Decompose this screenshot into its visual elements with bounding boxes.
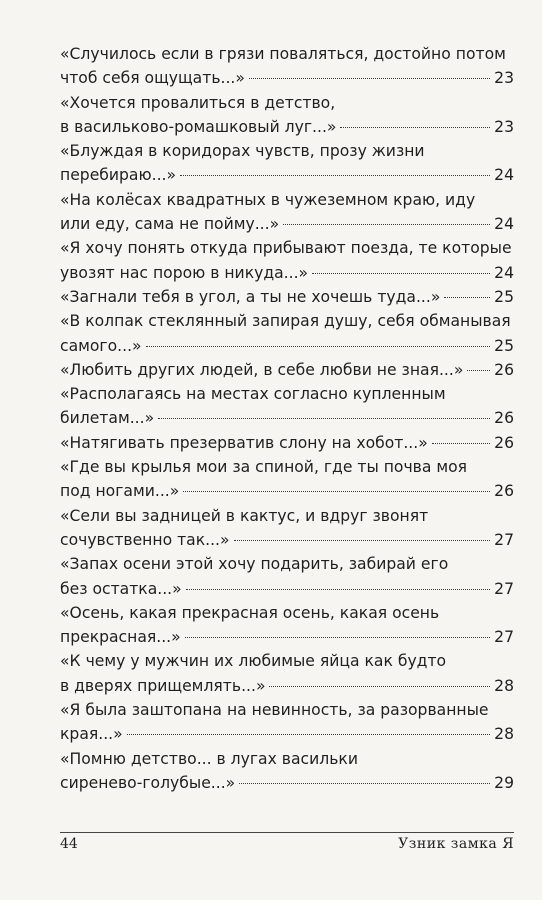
toc-entry xyxy=(60,431,514,455)
toc-page-number: 28 xyxy=(494,725,514,744)
toc-page-number: 25 xyxy=(494,336,514,355)
leader-dots xyxy=(239,783,490,784)
toc-page-number: 25 xyxy=(494,287,514,306)
toc-page-number: 27 xyxy=(494,628,514,647)
leader-dots xyxy=(146,346,490,347)
toc-entry-text: без остатка...» xyxy=(60,579,182,598)
leader-dots xyxy=(340,127,490,128)
toc-entry-text: «К чему у мужчин их любимые яйца как будто xyxy=(60,652,447,671)
leader-dots xyxy=(186,589,490,590)
toc-entry xyxy=(60,42,514,91)
toc-entry-text: «Располагаясь на местах согласно купленным xyxy=(60,385,446,404)
toc-entry xyxy=(60,285,514,309)
leader-dots xyxy=(283,224,490,225)
toc-page-number: 26 xyxy=(494,482,514,501)
toc-entry-text: «Случилось если в грязи поваляться, достойно потом xyxy=(60,45,506,63)
leader-dots xyxy=(234,540,490,541)
leader-dots xyxy=(312,273,490,274)
toc-entry-text: «Хочется провалиться в детство, xyxy=(60,93,336,112)
toc-page-number: 27 xyxy=(494,530,514,549)
footer-book-title: Узник замка Я xyxy=(398,836,514,852)
toc-page-number: 29 xyxy=(494,773,514,792)
toc-entry-text: самого...» xyxy=(60,336,142,355)
leader-dots xyxy=(180,175,490,176)
leader-dots xyxy=(269,686,490,687)
toc-entry-text: «Блуждая в коридорах чувств, прозу жизни xyxy=(60,142,425,161)
toc-entry-text: «Я хочу понять откуда прибывают поезда, те которые xyxy=(60,239,512,258)
toc-page-number: 26 xyxy=(494,360,514,379)
toc-entry xyxy=(60,188,514,237)
toc-entry xyxy=(60,358,514,382)
toc-entry-text: чтоб себя ощущать...» xyxy=(60,69,245,88)
toc-entry xyxy=(60,309,514,358)
leader-dots xyxy=(127,734,490,735)
leader-dots xyxy=(185,637,490,638)
toc-entry-text: «Любить других людей, в себе любви не зная...» xyxy=(60,360,464,379)
toc-entry-text: «Запах осени этой хочу подарить, забирай его xyxy=(60,555,449,574)
toc-entry-text: «Помню детство... в лугах васильки xyxy=(60,749,358,768)
toc-entry-text: «Осень, какая прекрасная осень, какая осень xyxy=(60,603,440,622)
toc-entry-text: или еду, сама не пойму...» xyxy=(60,215,280,234)
toc-entry-text: билетам...» xyxy=(60,409,155,428)
toc-page-number: 24 xyxy=(494,166,514,185)
toc-entry-text: под ногами...» xyxy=(60,482,180,501)
toc-entry-text: прекрасная...» xyxy=(60,628,181,647)
toc-page-number: 23 xyxy=(494,117,514,136)
toc-entry-text: «Натягивать презерватив слону на хобот...» xyxy=(60,433,428,452)
toc-entry-text: «Загнали тебя в угол, а ты не хочешь туда...» xyxy=(60,287,441,306)
leader-dots xyxy=(444,297,490,298)
toc-entry-text: сиренево-голубые...» xyxy=(60,773,236,792)
toc-entry-text: в васильково-ромашковый луг...» xyxy=(60,117,337,136)
toc-entry-text: увозят нас порою в никуда...» xyxy=(60,263,309,282)
toc-entry xyxy=(60,382,514,431)
toc-entry-text: «Я была заштопана на невинность, за разорванные xyxy=(60,701,489,720)
footer-page-number: 44 xyxy=(60,836,78,852)
toc-page-number: 26 xyxy=(494,433,514,452)
toc-entry xyxy=(60,504,514,553)
toc-entry xyxy=(60,455,514,504)
toc-entry-text: перебираю...» xyxy=(60,166,177,185)
toc-page-number: 28 xyxy=(494,676,514,695)
toc-page-number: 23 xyxy=(494,69,514,88)
leader-dots xyxy=(467,370,490,371)
toc-entry xyxy=(60,236,514,285)
toc-page-number: 24 xyxy=(494,215,514,234)
toc-entry-text: «На колёсах квадратных в чужеземном краю, иду xyxy=(60,190,476,209)
toc-entry xyxy=(60,552,514,601)
toc-entry-text: «В колпак стеклянный запирая душу, себя обманывая xyxy=(60,312,511,331)
table-of-contents xyxy=(60,42,514,795)
toc-entry-text: края...» xyxy=(60,725,123,744)
toc-entry xyxy=(60,91,514,140)
toc-entry xyxy=(60,139,514,188)
leader-dots xyxy=(249,78,490,79)
toc-page-number: 26 xyxy=(494,409,514,428)
toc-entry-text: сочувственно так...» xyxy=(60,530,230,549)
leader-dots xyxy=(158,418,490,419)
toc-entry xyxy=(60,698,514,747)
toc-page-number: 27 xyxy=(494,579,514,598)
toc-entry-text: «Сели вы задницей в кактус, и вдруг звонят xyxy=(60,506,429,525)
leader-dots xyxy=(183,491,490,492)
leader-dots xyxy=(432,443,490,444)
toc-page-number: 24 xyxy=(494,263,514,282)
footer-rule xyxy=(60,832,514,833)
toc-entry-text: в дверях прищемлять...» xyxy=(60,676,266,695)
toc-entry-text: «Где вы крылья мои за спиной, где ты почва моя xyxy=(60,458,468,477)
toc-entry xyxy=(60,601,514,650)
toc-entry xyxy=(60,649,514,698)
toc-entry xyxy=(60,747,514,796)
